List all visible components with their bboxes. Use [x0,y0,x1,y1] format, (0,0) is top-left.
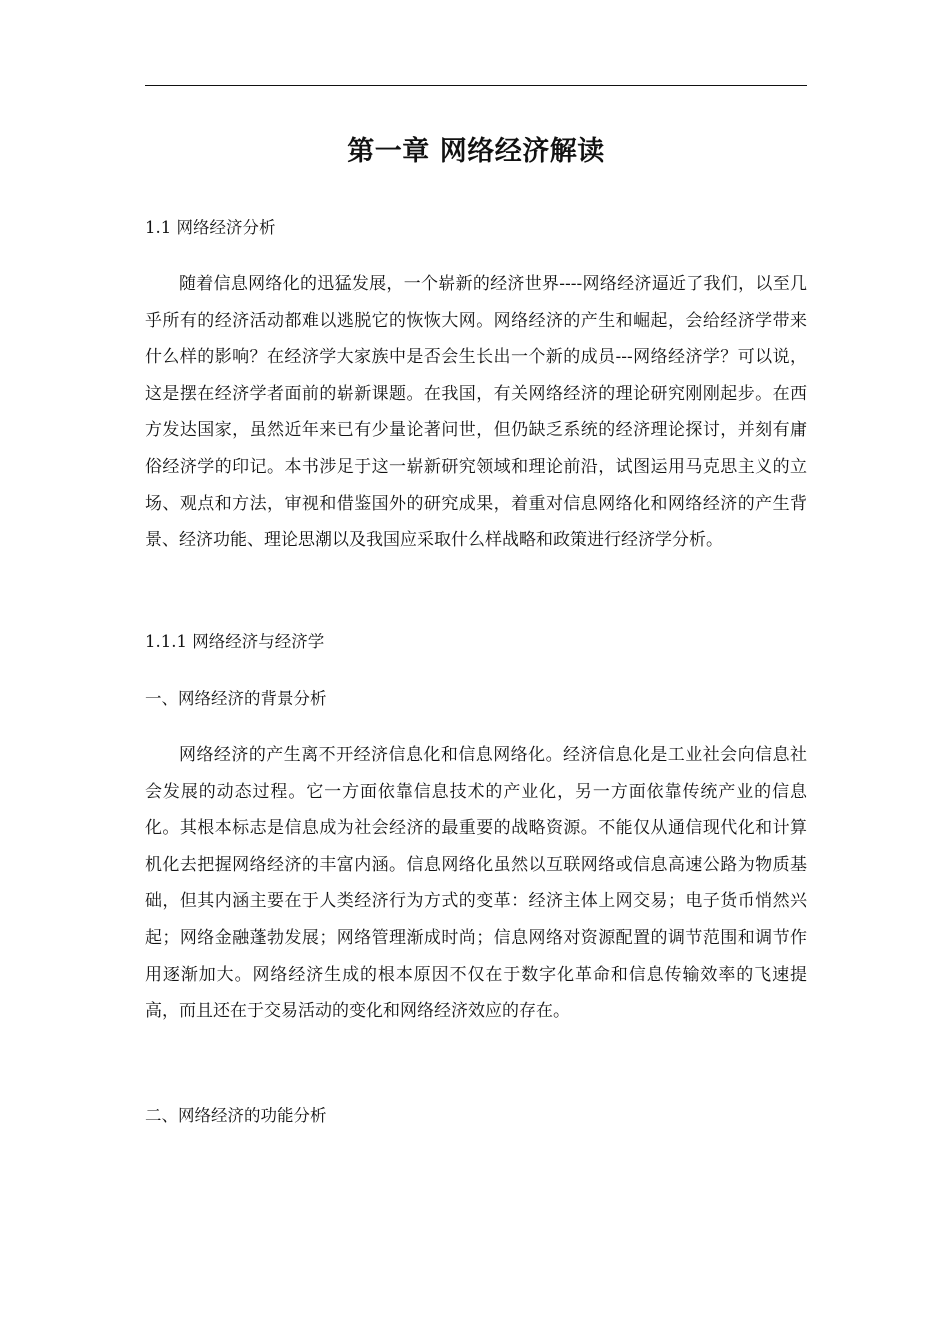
subheading-function-analysis: 二、网络经济的功能分析 [145,1106,327,1125]
body-paragraph-2: 网络经济的产生离不开经济信息化和信息网络化。经济信息化是工业社会向信息社会发展的动态过程。它一方面依靠信息技术的产业化，另一方面依靠传统产业的信息化。其根本标志是信息成为社会经济的最重要的战略资源。不能仅从通信现代化和计算机化去把握网络经济的丰富内涵。信息网络化虽然以互联网络或信息高速公路为物质基础，但其内涵主要在于人类经济行为方式的变革：经济主体上网交易；电子货币悄然兴起；网络金融蓬勃发展；网络管理渐成时尚；信息网络对资源配置的调节范围和调节作用逐渐加大。网络经济生成的根本原因不仅在于数字化革命和信息传输效率的飞速提高，而且还在于交易活动的变化和网络经济效应的存在。 [145,745,807,1022]
subheading-background-analysis: 一、网络经济的背景分析 [145,689,327,708]
chapter-title: 第一章 网络经济解读 [347,136,605,167]
body-paragraph-1: 随着信息网络化的迅猛发展，一个崭新的经济世界----网络经济逼近了我们，以至几乎所有的经济活动都难以逃脱它的恢恢大网。网络经济的产生和崛起，会给经济学带来什么样的影响？在经济学大家族中是否会生长出一个新的成员---网络经济学？可以说，这是摆在经济学者面前的崭新课题。在我国，有关网络经济的理论研究刚刚起步。在西方发达国家，虽然近年来已有少量论著问世，但仍缺乏系统的经济理论探讨，并刻有庸俗经济学的印记。本书涉足于这一崭新研究领域和理论前沿，试图运用马克思主义的立场、观点和方法，审视和借鉴国外的研究成果，着重对信息网络化和网络经济的产生背景、经济功能、理论思潮以及我国应采取什么样战略和政策进行经济学分析。 [145,274,807,551]
section-heading-1-1-1: 1.1.1 网络经济与经济学 [145,632,325,651]
header-rule [145,85,807,86]
section-heading-1-1: 1.1 网络经济分析 [145,218,276,237]
document-page [145,0,807,1344]
